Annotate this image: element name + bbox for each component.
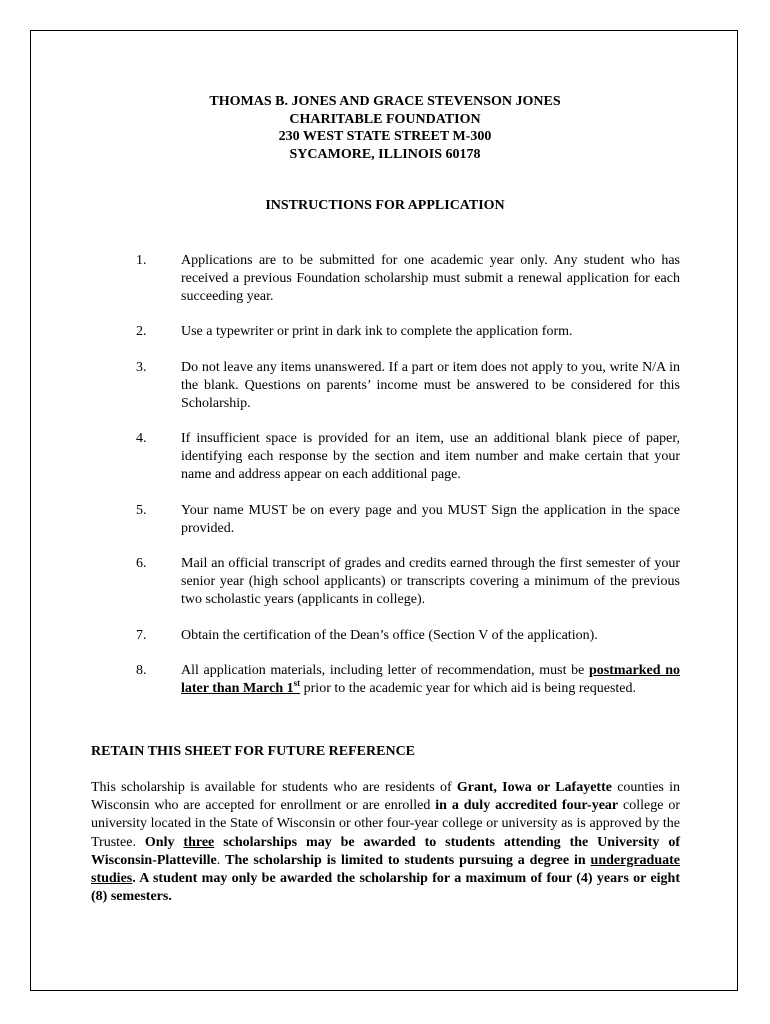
item-number: 5.	[136, 503, 147, 518]
item-text-part: All application materials, including letter of recommendation, must be	[181, 663, 589, 678]
item-text: Obtain the certification of the Dean’s office (Section V of the application).	[181, 628, 598, 643]
item-text: Do not leave any items unanswered. If a part or item does not apply to you, write N/A in the blank. Questions on parents’ income must be answered to be considered for this Scholarship.	[181, 360, 680, 412]
header-line-3: 230 WEST STATE STREET M-300	[278, 129, 492, 144]
item-text: Your name MUST be on every page and you MUST Sign the application in the space provided.	[181, 503, 680, 537]
header-line-1: THOMAS B. JONES AND GRACE STEVENSON JONES	[209, 94, 561, 109]
para-bold: Grant, Iowa or Lafayette	[456, 780, 612, 795]
para-bold: The scholarship is limited to students pursuing a degree in	[225, 852, 591, 868]
header-line-2: CHARITABLE FOUNDATION	[289, 111, 481, 127]
para-bold: . A student may only be awarded the scholarship for a maximum of four (4) years or eight (8) semesters.	[91, 871, 680, 905]
para-text: counties in Wisconsin who are accepted for enrollment or are enrolled	[91, 780, 681, 814]
foundation-header	[0, 93, 770, 163]
para-text: college or university located in the State of Wisconsin or other four-year college or university as is approved by the Trustee.	[91, 798, 680, 850]
item-text: If insufficient space is provided for an item, use an additional blank piece of paper, identifying each response by the section and item number and make certain that your name and address appear on each additional page.	[181, 431, 680, 483]
item-number: 8.	[136, 663, 147, 678]
para-bold: in a duly accredited four-year	[435, 798, 619, 814]
item-text: Applications are to be submitted for one academic year only. Any student who has received a previous Foundation scholarship must submit a renewal application for each succeeding year.	[181, 253, 680, 305]
para-bold: Only	[144, 834, 184, 850]
retain-notice: RETAIN THIS SHEET FOR FUTURE REFERENCE	[91, 744, 416, 759]
item-text: Use a typewriter or print in dark ink to complete the application form.	[181, 324, 573, 339]
deadline-ordinal: st	[293, 678, 301, 689]
item-number: 7.	[136, 628, 147, 643]
item-number: 4.	[136, 431, 147, 446]
header-line-4: SYCAMORE, ILLINOIS 60178	[289, 146, 481, 162]
item-number: 1.	[136, 253, 147, 268]
item-number: 2.	[136, 324, 147, 339]
page-title: INSTRUCTIONS FOR APPLICATION	[265, 198, 505, 213]
deadline-date: postmarked no later than March 1	[181, 663, 680, 697]
item-text: Mail an official transcript of grades and credits earned through the first semester of your senior year (high school applicants) or transcripts covering a minimum of the previous two scholastic years (applicants in college).	[181, 556, 680, 608]
item-number: 3.	[136, 360, 147, 375]
item-text	[181, 662, 680, 698]
para-underlined: three	[183, 834, 215, 850]
para-underlined: undergraduate studies	[91, 852, 680, 887]
para-text: This scholarship is available for students who are residents of	[91, 780, 457, 795]
item-number: 6.	[136, 556, 147, 571]
para-text: .	[216, 852, 226, 868]
item-text-part: prior to the academic year for which aid is being requested.	[300, 681, 637, 697]
para-bold: scholarships may be awarded to students attending the University of Wisconsin-Platteville	[91, 834, 680, 868]
scholarship-eligibility-paragraph	[91, 779, 680, 906]
